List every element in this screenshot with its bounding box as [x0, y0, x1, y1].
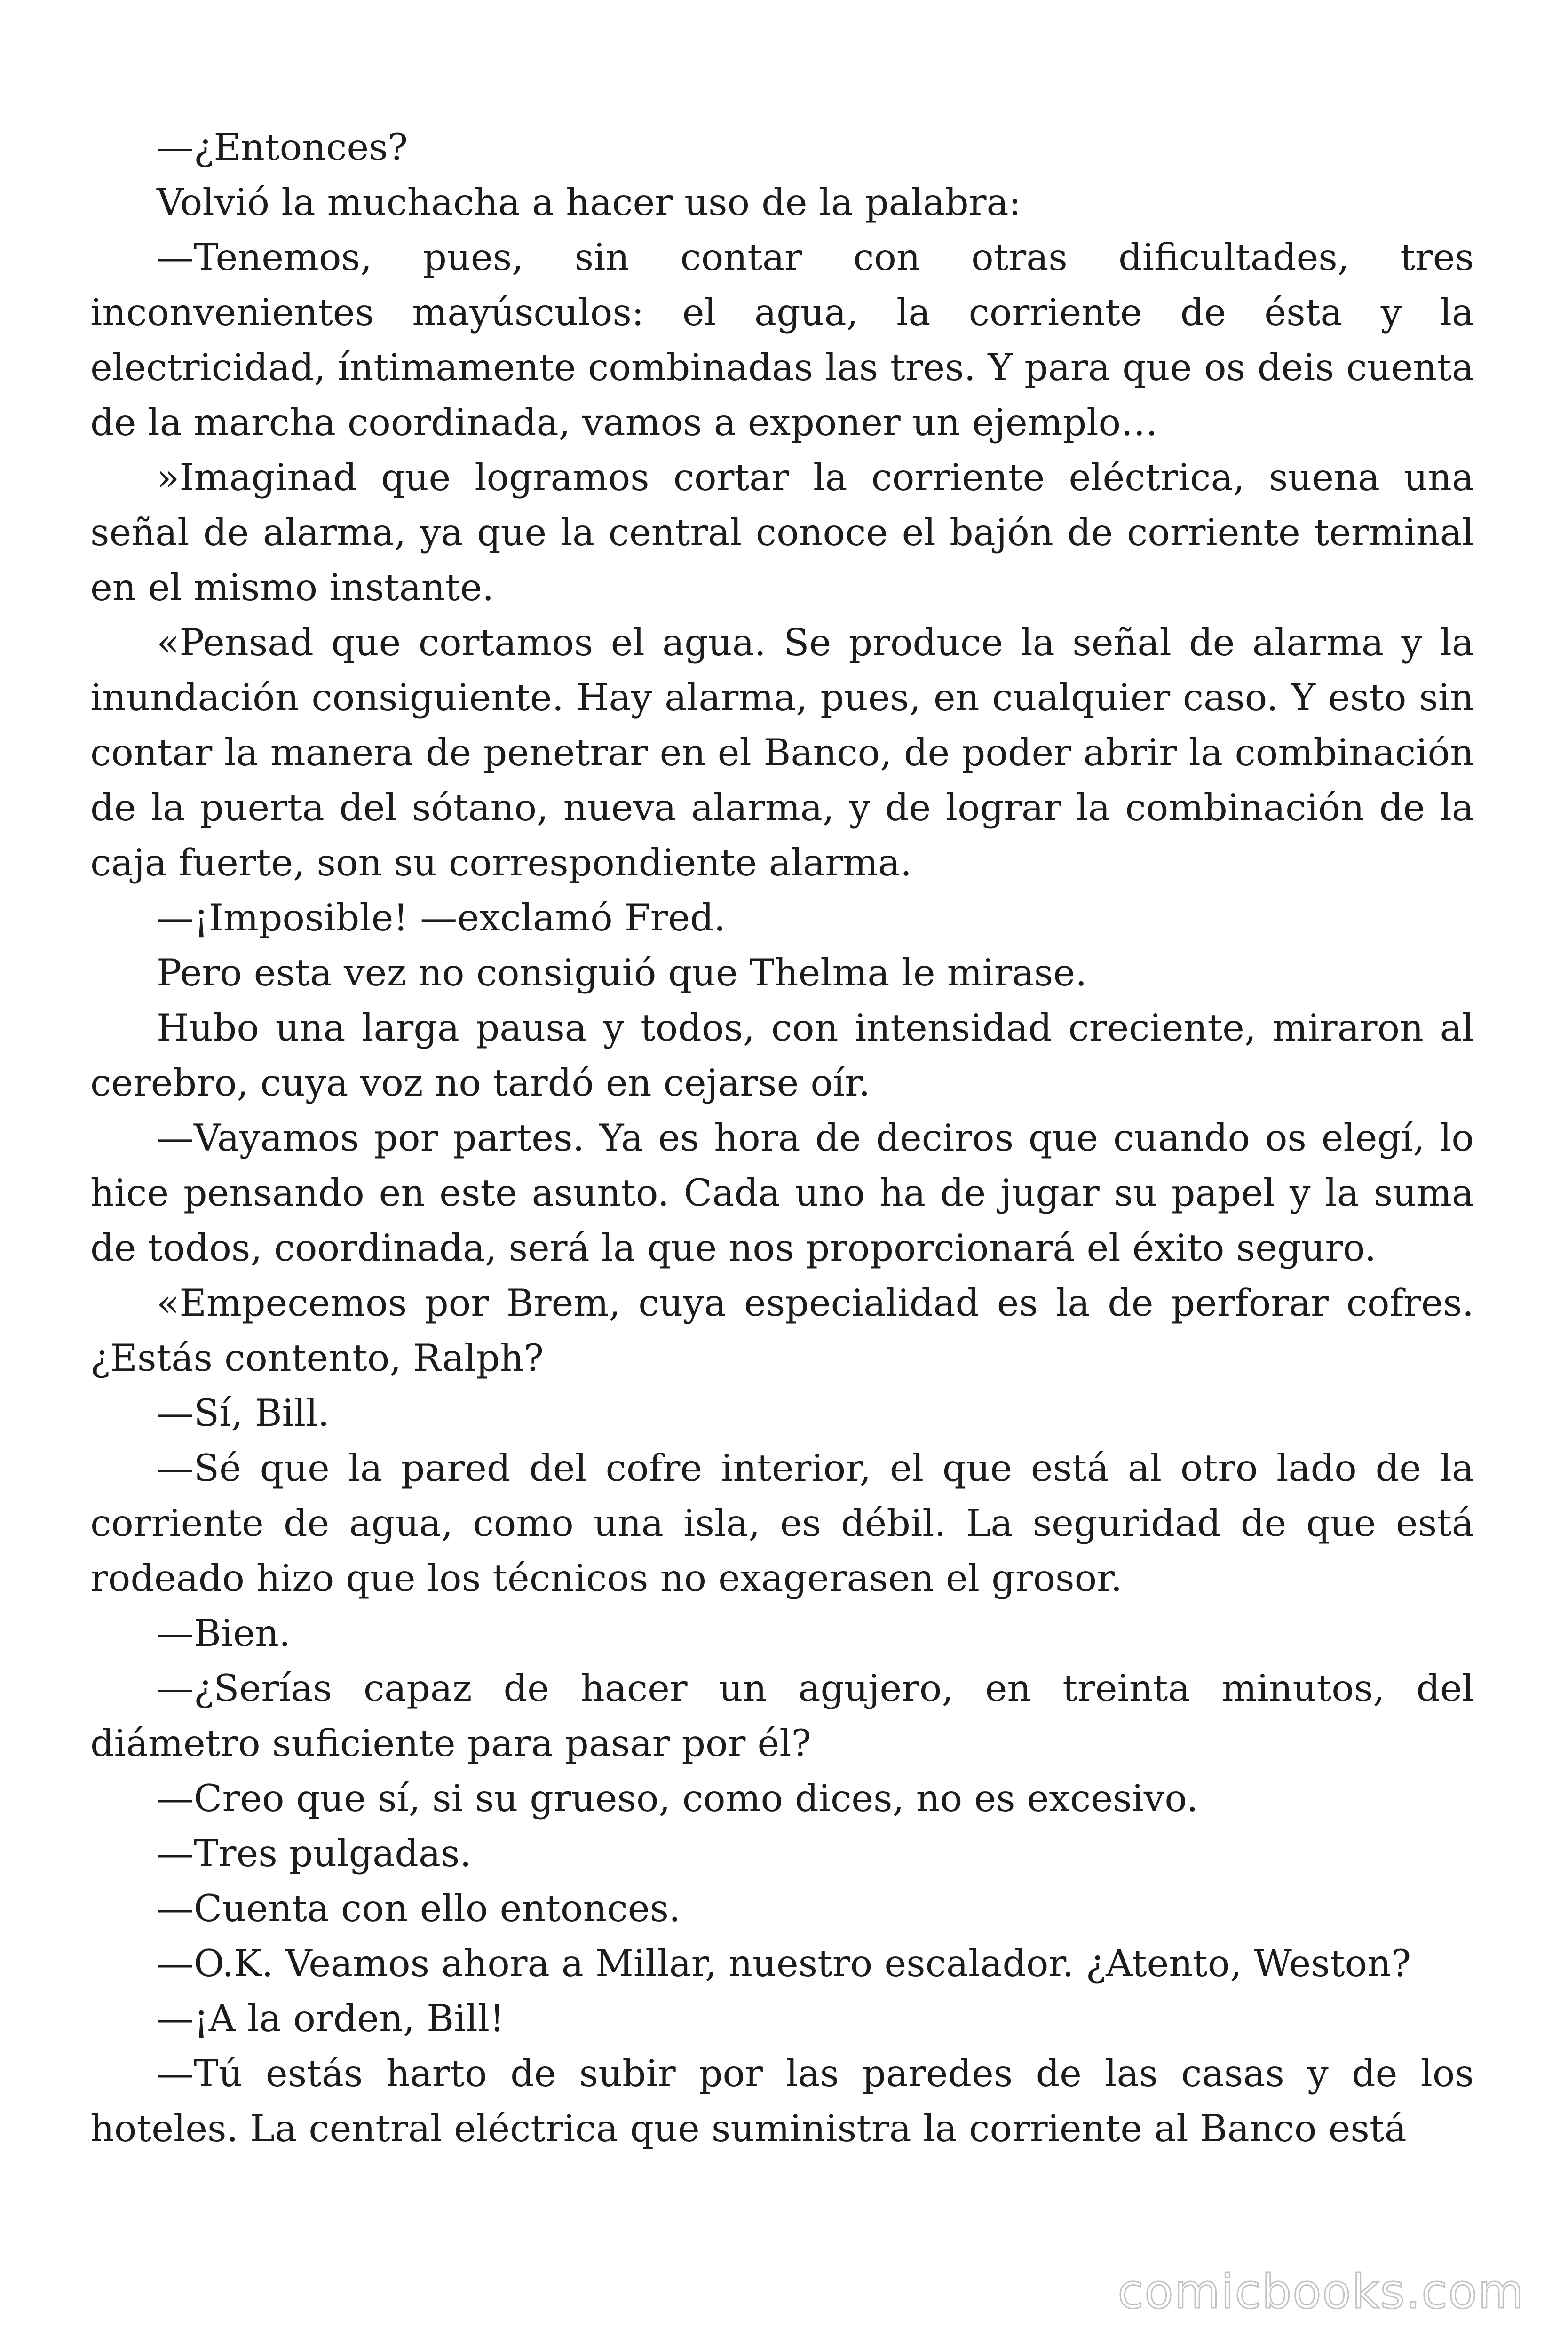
paragraph: Hubo una larga pausa y todos, con intensidad creciente, miraron al cerebro, cuya voz no tardó en cejarse oír. — [90, 1006, 1474, 1104]
paragraph: —Tenemos, pues, sin contar con otras dificultades, tres inconvenientes mayúsculos: el agua, la corriente de ésta y la electricidad, íntimamente combinadas las tres. Y para que os deis cuenta de la marcha coordinada, vamos a exponer un ejemplo… — [90, 236, 1474, 444]
paragraph: —¡Imposible! —exclamó Fred. — [157, 896, 726, 939]
paragraph: —¿Serías capaz de hacer un agujero, en treinta minutos, del diámetro suficiente para pasar por él? — [90, 1667, 1474, 1765]
book-page-text — [90, 120, 1474, 2156]
paragraph: «Empecemos por Brem, cuya especialidad es la de perforar cofres. ¿Estás contento, Ralph? — [90, 1281, 1474, 1380]
watermark-logo: comicbooks.com — [1117, 2264, 1525, 2319]
paragraph: «Pensad que cortamos el agua. Se produce la señal de alarma y la inundación consiguiente. Hay alarma, pues, en cualquier caso. Y esto sin contar la manera de penetrar en el Banco, de poder abrir la combinación de la puerta del sótano, nueva alarma, y de lograr la combinación de la caja fuerte, son su correspondiente alarma. — [90, 621, 1474, 884]
paragraph: —¡A la orden, Bill! — [157, 1997, 505, 2040]
paragraph: —Sé que la pared del cofre interior, el que está al otro lado de la corriente de agua, como una isla, es débil. La seguridad de que está rodeado hizo que los técnicos no exagerasen el grosor. — [90, 1446, 1474, 1600]
paragraph: —Sí, Bill. — [157, 1391, 330, 1435]
paragraph: Volvió la muchacha a hacer uso de la palabra: — [157, 181, 1022, 224]
paragraph: »Imaginad que logramos cortar la corriente eléctrica, suena una señal de alarma, ya que la central conoce el bajón de corriente terminal en el mismo instante. — [90, 456, 1474, 609]
paragraph: —Bien. — [157, 1612, 291, 1655]
paragraph: —Vayamos por partes. Ya es hora de deciros que cuando os elegí, lo hice pensando en este asunto. Cada uno ha de jugar su papel y la suma de todos, coordinada, será la que nos proporcionará el éxito seguro. — [90, 1116, 1474, 1270]
paragraph: —¿Entonces? — [157, 126, 408, 169]
paragraph: —Tú estás harto de subir por las paredes de las casas y de los hoteles. La central eléctrica que suministra la corriente al Banco está — [90, 2052, 1474, 2150]
paragraph: Pero esta vez no consiguió que Thelma le mirase. — [157, 951, 1087, 994]
paragraph: —O.K. Veamos ahora a Millar, nuestro escalador. ¿Atento, Weston? — [157, 1942, 1411, 1985]
paragraph: —Tres pulgadas. — [157, 1832, 472, 1875]
paragraph: —Creo que sí, si su grueso, como dices, no es excesivo. — [157, 1777, 1198, 1820]
paragraph: —Cuenta con ello entonces. — [157, 1887, 681, 1930]
